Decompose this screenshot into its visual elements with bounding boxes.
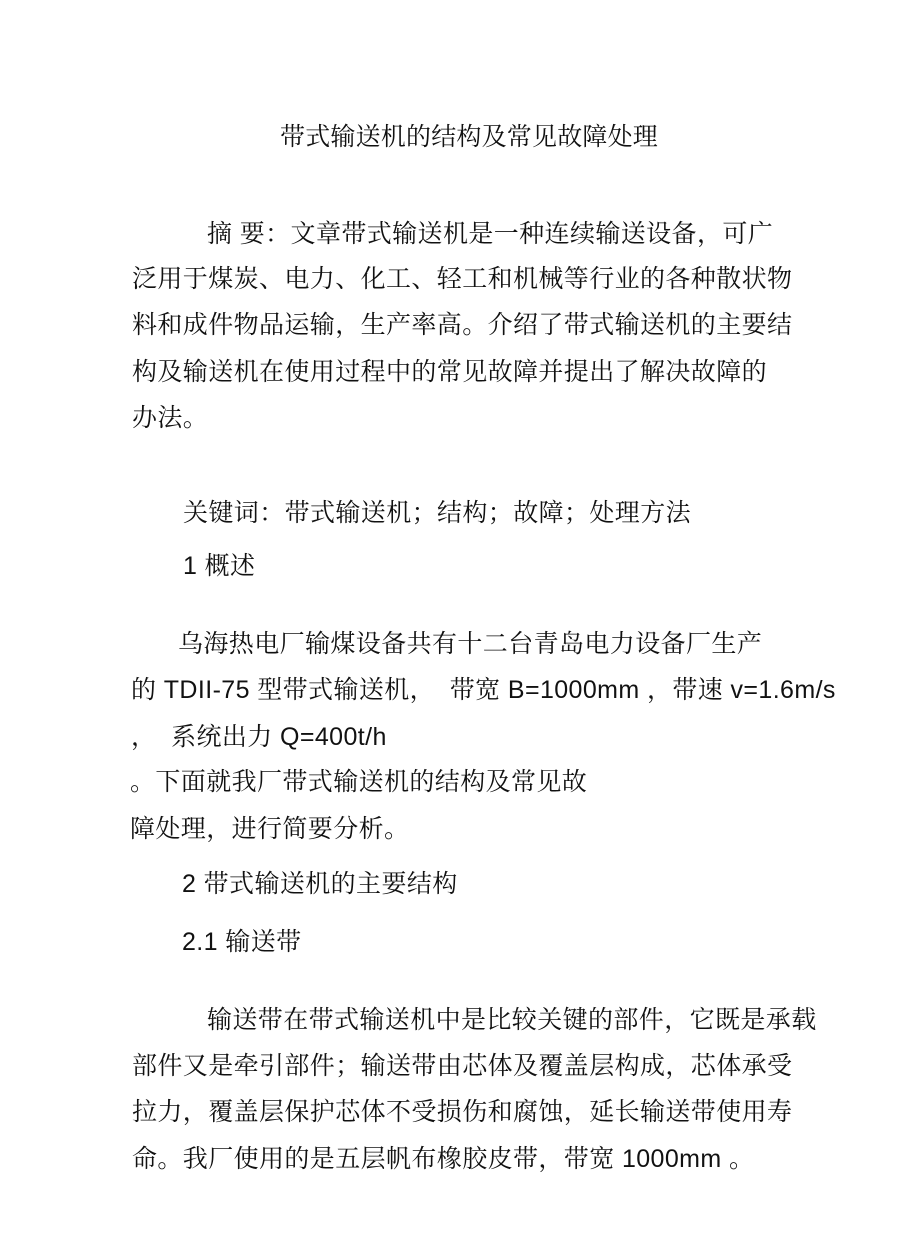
page-title: 带式输送机的结构及常见故障处理 bbox=[280, 123, 659, 151]
keywords-line: 关键词：带式输送机；结构；故障；处理方法 bbox=[183, 499, 692, 527]
section-1-body-line: 乌海热电厂输煤设备共有十二台青岛电力设备厂生产 bbox=[178, 630, 763, 658]
section-1-heading: 1 概述 bbox=[183, 552, 256, 580]
section-2-heading: 2 带式输送机的主要结构 bbox=[182, 870, 458, 898]
section-2-1-heading: 2.1 输送带 bbox=[182, 928, 302, 956]
section-1-body-line: ， 系统出力 Q=400t/h bbox=[131, 723, 387, 751]
abstract-line: 料和成件物品运输，生产率高。介绍了带式输送机的主要结 bbox=[132, 311, 793, 339]
abstract-line: 构及输送机在使用过程中的常见故障并提出了解决故障的 bbox=[132, 358, 768, 386]
section-2-1-body-line: 输送带在带式输送机中是比较关键的部件，它既是承载 bbox=[207, 1006, 817, 1034]
abstract-line: 泛用于煤炭、电力、化工、轻工和机械等行业的各种散状物 bbox=[132, 265, 793, 293]
section-1-body-line: 。下面就我厂带式输送机的结构及常见故 bbox=[130, 768, 588, 796]
section-1-body-line: 的 TDII-75 型带式输送机， 带宽 B=1000mm ，带速 v=1.6m/s bbox=[131, 676, 836, 704]
abstract-line: 摘 要：文章带式输送机是一种连续输送设备，可广 bbox=[207, 220, 774, 248]
section-1-body-line: 障处理，进行简要分析。 bbox=[130, 815, 410, 843]
section-2-1-body-line: 命。我厂使用的是五层帆布橡胶皮带，带宽 1000mm 。 bbox=[132, 1145, 755, 1173]
section-2-1-body-line: 部件又是牵引部件；输送带由芯体及覆盖层构成，芯体承受 bbox=[132, 1052, 793, 1080]
abstract-line: 办法。 bbox=[132, 404, 209, 432]
section-2-1-body-line: 拉力，覆盖层保护芯体不受损伤和腐蚀，延长输送带使用寿 bbox=[132, 1098, 793, 1126]
